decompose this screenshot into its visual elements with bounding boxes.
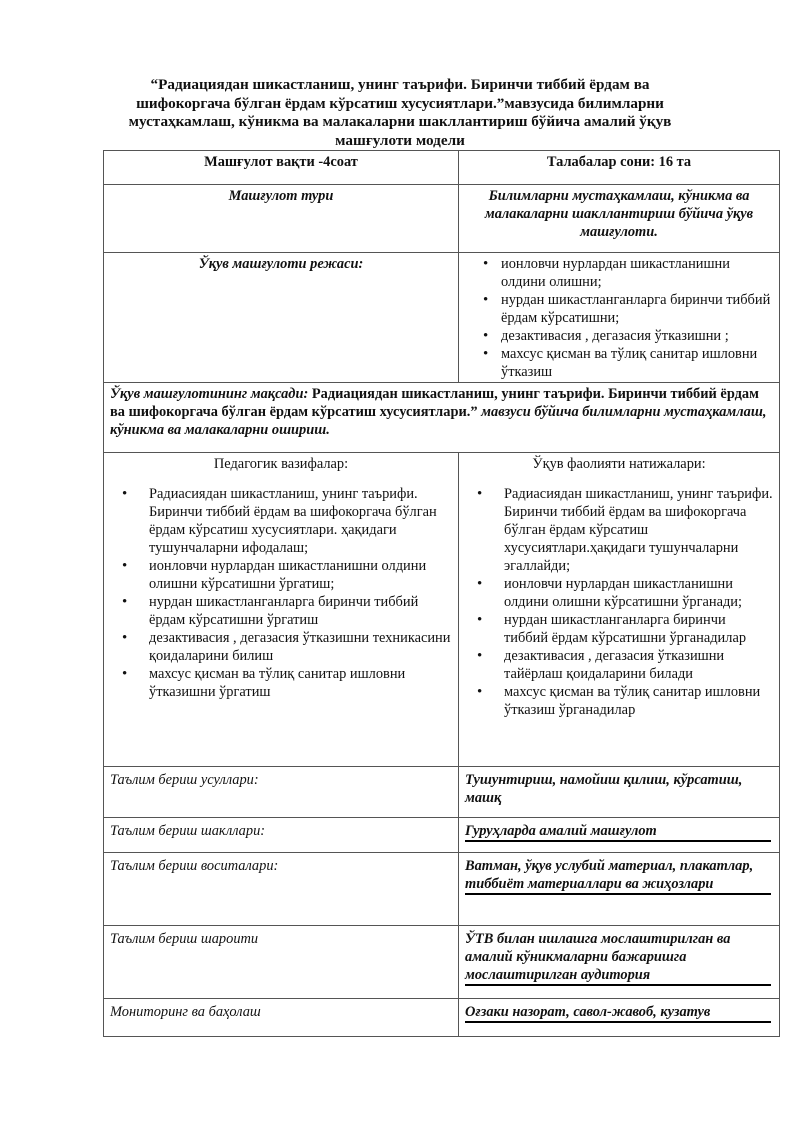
table-row xyxy=(104,853,780,926)
table-row xyxy=(104,185,780,253)
table-row xyxy=(104,151,780,185)
type-value: Билимларни мустаҳкамлаш, кўникма ва малакаларни шакллантириш бўйича ўқув машғулоти. xyxy=(459,185,780,253)
table-row xyxy=(104,253,780,383)
goal-topic: Радиациядан шикастланиш, унинг таърифи. Биринчи тиббий ёрдам ва шифокоргача бўлган ёрдам кўрсатиш хусусиятлари.” xyxy=(110,386,759,420)
type-label: Машғулот тури xyxy=(104,185,459,253)
tasks-list xyxy=(110,485,452,701)
means-cell xyxy=(459,853,780,926)
results-cell xyxy=(459,453,780,767)
table-row xyxy=(104,999,780,1037)
table-row xyxy=(104,926,780,999)
results-list xyxy=(465,485,773,719)
list-item: • ионловчи нурлардан шикастланишни олдини олишни; xyxy=(465,255,773,291)
table-row xyxy=(104,818,780,853)
tasks-cell xyxy=(104,453,459,767)
goal-cell xyxy=(104,383,780,453)
duration-cell: Машғулот вақти -4соат xyxy=(104,151,459,185)
monitoring-cell xyxy=(459,999,780,1037)
plan-list xyxy=(465,255,773,381)
tasks-header: Педагогик вазифалар: xyxy=(213,456,349,472)
methods-value: Тушунтириш, намойиш қилиш, кўрсатиш, машқ xyxy=(459,767,780,818)
conditions-value: ЎТВ билан ишлашга мослаштирилган ва амалий кўникмаларни бажаришга мослаштирилган аудитория xyxy=(465,930,771,986)
list-item: • ионловчи нурлардан шикастланишни олдини олишни кўрсатишни ўрганади; xyxy=(465,575,773,611)
goal-label: Ўқув машғулотининг мақсади: xyxy=(110,386,309,402)
list-item: • дезактивасия , дегазасия ўтказишни техникасини қоидаларини билиш xyxy=(110,629,452,665)
list-item: • нурдан шикастланганларга биринчи тиббий ёрдам кўрсатишни ўргатиш xyxy=(110,593,452,629)
methods-label: Таълим бериш усуллари: xyxy=(104,767,459,818)
lesson-model-table xyxy=(103,150,780,1037)
list-item: • нурдан шикастланганларга биринчи тиббий ёрдам кўрсатишни; xyxy=(465,291,773,327)
plan-cell xyxy=(459,253,780,383)
results-header: Ўқув фаолияти натижалари: xyxy=(532,456,706,472)
list-item: • дезактивасия , дегазасия ўтказишни тайёрлаш қоидаларини билади xyxy=(465,647,773,683)
forms-label: Таълим бериш шакллари: xyxy=(104,818,459,853)
list-item: • махсус қисман ва тўлиқ санитар ишловни ўтказиш xyxy=(465,345,773,381)
goal-text: мавзуси бўйича билимларни мустаҳкамлаш, кўникма ва малакаларни ошириш. xyxy=(110,404,767,438)
table-row xyxy=(104,453,780,767)
list-item: • нурдан шикастланганларга биринчи тиббий ёрдам кўрсатишни ўрганадилар xyxy=(465,611,773,647)
list-item: • Радиасиядан шикастланиш, унинг таърифи. Биринчи тиббий ёрдам ва шифокоргача бўлган ёрдам кўрсатиш хусусиятлари.ҳақидаги тушунчаларни эгаллайди; xyxy=(465,485,773,575)
plan-label: Ўқув машғулоти режаси: xyxy=(104,253,459,383)
document-title: “Радиациядан шикастланиш, унинг таърифи. Биринчи тиббий ёрдам ва шифокоргача бўлган ёрдам кўрсатиш хусусиятлари.”мавзусида билимларни мустаҳкамлаш, кўникма ва малакаларни шакллантириш бўйича амалий ўқув машғулоти модели xyxy=(128,76,672,149)
monitoring-value: Оғзаки назорат, савол-жавоб, кузатув xyxy=(465,1003,771,1023)
conditions-label: Таълим бериш шароити xyxy=(104,926,459,999)
monitoring-label: Мониторинг ва баҳолаш xyxy=(104,999,459,1037)
forms-cell xyxy=(459,818,780,853)
forms-value: Гуруҳларда амалий машғулот xyxy=(465,822,771,842)
list-item: • Радиасиядан шикастланиш, унинг таърифи. Биринчи тиббий ёрдам ва шифокоргача бўлган ёрдам кўрсатиш хусусиятлари. ҳақидаги тушунчаларни ифодалаш; xyxy=(110,485,452,557)
students-cell: Талабалар сони: 16 та xyxy=(459,151,780,185)
list-item: • махсус қисман ва тўлиқ санитар ишловни ўтказишни ўргатиш xyxy=(110,665,452,701)
conditions-cell xyxy=(459,926,780,999)
table-row xyxy=(104,767,780,818)
means-value: Ватман, ўқув услубий материал, плакатлар, тиббиёт материаллари ва жиҳозлари xyxy=(465,857,771,895)
table-row xyxy=(104,383,780,453)
means-label: Таълим бериш воситалари: xyxy=(104,853,459,926)
list-item: • ионловчи нурлардан шикастланишни олдини олишни кўрсатишни ўргатиш; xyxy=(110,557,452,593)
list-item: • дезактивасия , дегазасия ўтказишни ; xyxy=(465,327,773,345)
list-item: • махсус қисман ва тўлиқ санитар ишловни ўтказиш ўрганадилар xyxy=(465,683,773,719)
